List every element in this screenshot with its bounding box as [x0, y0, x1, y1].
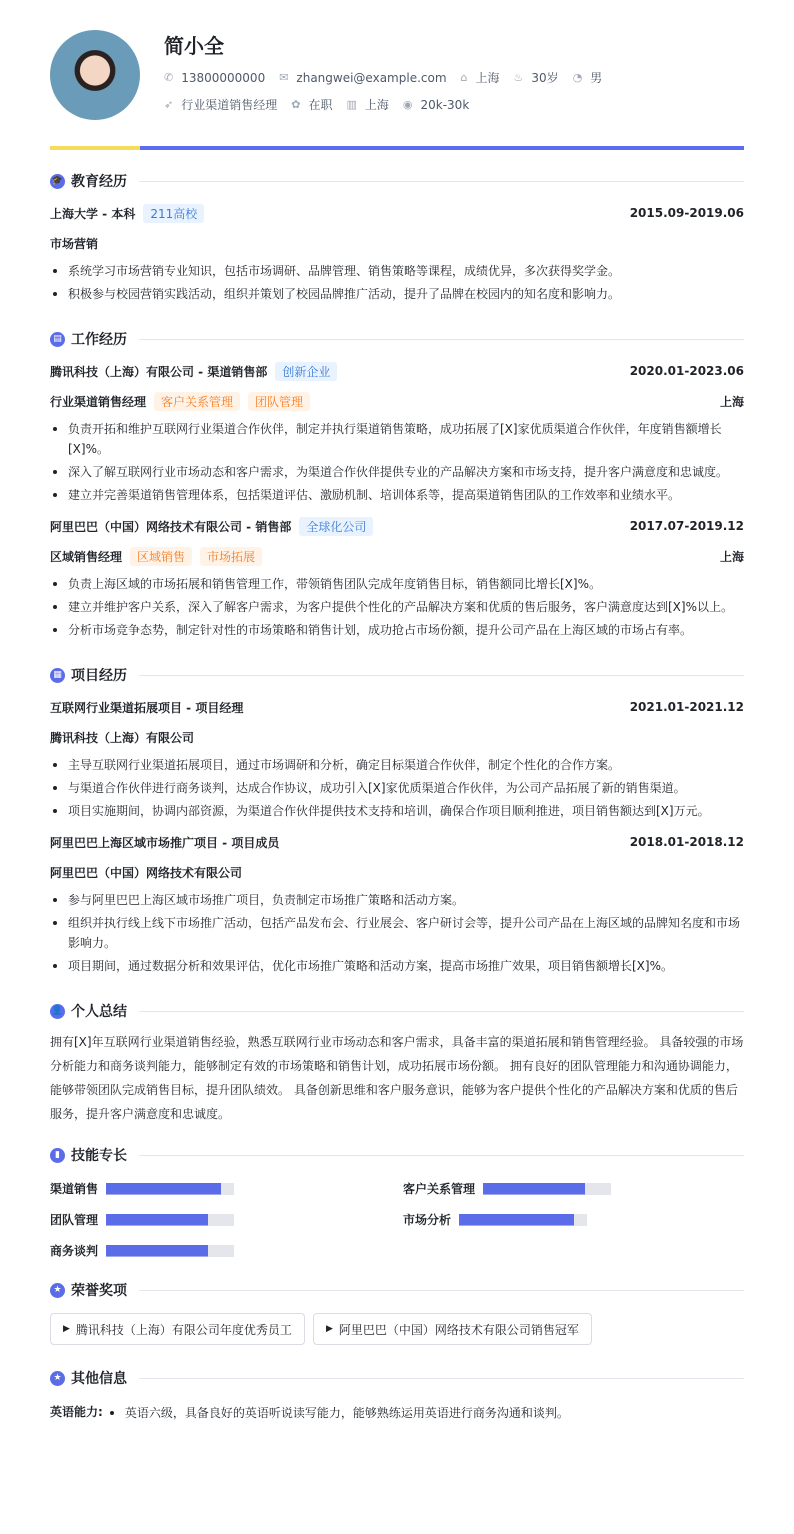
city: 上海: [475, 71, 500, 85]
skill-bar-fill: [483, 1183, 585, 1195]
salary-icon: ◉: [402, 98, 413, 111]
section-awards: ★ 荣誉奖项: [50, 1279, 744, 1301]
skill-name: 客户关系管理: [403, 1182, 476, 1196]
skill-item: [50, 1211, 403, 1228]
list-item: 与渠道合作伙伴进行商务谈判，达成合作协议，成功引入[X]家优质渠道合作伙伴，为公司产品拓展了新的销售渠道。: [50, 778, 744, 798]
position: 行业渠道销售经理: [181, 98, 278, 112]
skill-bar: [483, 1183, 611, 1195]
list-item: 组织并执行线上线下市场推广活动，包括产品发布会、行业展会、客户研讨会等，提升公司产品在上海区域的品牌知名度和市场影响力。: [50, 913, 744, 953]
header: [50, 30, 744, 122]
briefcase-icon: ▤: [50, 332, 65, 347]
skill-name: 团队管理: [50, 1213, 99, 1227]
list-item: 建立并完善渠道销售管理体系，包括渠道评估、激励机制、培训体系等，提高渠道销售团队的工作效率和业绩水平。: [50, 485, 744, 505]
email: zhangwei@example.com: [296, 70, 447, 85]
skill-name: 商务谈判: [50, 1244, 99, 1258]
skill-bar-fill: [459, 1214, 574, 1226]
skill-item: [50, 1242, 403, 1259]
section-work: ▤ 工作经历: [50, 328, 744, 350]
award-item: ▶ 腾讯科技（上海）有限公司年度优秀员工: [50, 1313, 305, 1345]
list-item: 分析市场竞争态势，制定针对性的市场策略和销售计划，成功抢占市场份额，提升公司产品在上海区域的市场占有率。: [50, 620, 744, 640]
home-icon: ⌂: [460, 71, 468, 84]
skill-item: [403, 1211, 744, 1228]
project-icon: ▦: [50, 668, 65, 683]
skill-item: [50, 1180, 403, 1197]
skill-bar: [106, 1245, 234, 1257]
skill-bar: [459, 1214, 587, 1226]
project-item: 阿里巴巴上海区域市场推广项目 - 项目成员 2018.01-2018.12 阿里巴巴（中国）网络技术有限公司 参与阿里巴巴上海区域市场推广项目，负责制定市场推广策略和活动方案。 组织并执行线上线下市场推广活动，包括产品发布会、行业展会、客户研讨会等，提升公司产品在上海区域的品牌知名度和市场影响力。 项目期间，通过数据分析和效果评估，优化市场推广策略和活动方案，提高市场推广效果，项目销售额增长[X]%。: [50, 827, 744, 976]
phone: 13800000000: [181, 70, 266, 85]
section-other: ★ 其他信息: [50, 1367, 744, 1389]
salary: 20k-30k: [420, 97, 470, 112]
project-item: 互联网行业渠道拓展项目 - 项目经理 2021.01-2021.12 腾讯科技（上海）有限公司 主导互联网行业渠道拓展项目，通过市场调研和分析，确定目标渠道合作伙伴，制定个性化的合作方案。 与渠道合作伙伴进行商务谈判，达成合作协议，成功引入[X]家优质渠道合作伙伴，为公司产品拓展了新的销售渠道。 项目实施期间，协调内部资源，为渠道合作伙伴提供技术支持和培训，确保合作项目顺利推进，项目销售额达到[X]万元。: [50, 692, 744, 821]
major: 市场营销: [50, 236, 99, 251]
skill-bar-fill: [106, 1214, 208, 1226]
skill-item: [403, 1180, 744, 1197]
list-item: 项目期间，通过数据分析和效果评估，优化市场推广策略和活动方案，提高市场推广效果，项目销售额增长[X]%。: [50, 956, 744, 976]
list-item: 系统学习市场营销专业知识，包括市场调研、品牌管理、销售策略等课程，成绩优异，多次获得奖学金。: [50, 261, 744, 281]
phone-icon: ✆: [164, 71, 174, 84]
list-item: 主导互联网行业渠道拓展项目，通过市场调研和分析，确定目标渠道合作伙伴，制定个性化的合作方案。: [50, 755, 744, 775]
building-icon: ▥: [346, 98, 357, 111]
section-skills: ▮ 技能专长: [50, 1144, 744, 1166]
target-city: 上海: [364, 98, 389, 112]
gender: 男: [590, 71, 603, 85]
section-summary: 👤 个人总结: [50, 1000, 744, 1022]
other-item: 英语六级，具备良好的英语听说读写能力，能够熟练运用英语进行商务沟通和谈判。: [107, 1403, 569, 1423]
list-item: 参与阿里巴巴上海区域市场推广项目，负责制定市场推广策略和活动方案。: [50, 890, 744, 910]
skill-bar: [106, 1183, 234, 1195]
work-item: 阿里巴巴（中国）网络技术有限公司 - 销售部 全球化公司 2017.07-2019.12 区域销售经理 区域销售 市场拓展 上海 负责上海区域的市场拓展和销售管理工作，带领销售团队完成年度销售目标，销售额同比增长[X]%。 建立并维护客户关系，深入了解客户需求，为客户提供个性化的产品解决方案和优质的售后服务，客户满意度达到[X]%以上。 分析市场竞争态势，制定针对性的市场策略和销售计划，成功抢占市场份额，提升公司产品在上海区域的市场占有率。: [50, 511, 744, 640]
edu-date: 2015.09-2019.06: [629, 206, 744, 220]
list-item: 负责开拓和维护互联网行业渠道合作伙伴，制定并执行渠道销售策略，成功拓展了[X]家优质渠道合作伙伴，年度销售额增长[X]%。: [50, 419, 744, 459]
other-label: 英语能力:: [50, 1405, 103, 1419]
school: 上海大学 - 本科: [50, 206, 136, 221]
section-projects: ▦ 项目经历: [50, 664, 744, 686]
list-item: 积极参与校园营销实践活动，组织并策划了校园品牌推广活动，提升了品牌在校园内的知名度和影响力。: [50, 284, 744, 304]
candidate-name: 简小全: [164, 34, 224, 58]
skill-bar-fill: [106, 1245, 208, 1257]
summary-text: 拥有[X]年互联网行业渠道销售经验，熟悉互联网行业市场动态和客户需求，具备丰富的渠道拓展和销售管理经验。 具备较强的市场分析能力和商务谈判能力，能够制定有效的市场策略和销售计划，成功拓展市场份额。 拥有良好的团队管理能力和沟通协调能力，能够带领团队完成销售目标，提升团队绩效。 具备创新思维和客户服务意识，能够为客户提供个性化的产品解决方案和优质的售后服务，提升客户满意度和忠诚度。: [50, 1035, 744, 1121]
list-item: 建立并维护客户关系，深入了解客户需求，为客户提供个性化的产品解决方案和优质的售后服务，客户满意度达到[X]%以上。: [50, 597, 744, 617]
graduation-cap-icon: 🎓: [50, 174, 65, 189]
school-tag: 211高校: [143, 204, 204, 223]
skill-bar-fill: [106, 1183, 221, 1195]
info-icon: ★: [50, 1371, 65, 1386]
status: 在职: [308, 98, 333, 112]
gender-icon: ◔: [572, 71, 583, 84]
mail-icon: ✉: [279, 71, 289, 84]
award-item: ▶ 阿里巴巴（中国）网络技术有限公司销售冠军: [313, 1313, 592, 1345]
status-icon: ✿: [291, 98, 301, 111]
age: 30岁: [531, 71, 559, 85]
list-item: 深入了解互联网行业市场动态和客户需求，为渠道合作伙伴提供专业的产品解决方案和市场支持，提升客户满意度和忠诚度。: [50, 462, 744, 482]
skill-bar: [106, 1214, 234, 1226]
avatar: [50, 30, 140, 120]
section-education: 🎓 教育经历: [50, 170, 744, 192]
skill-name: 渠道销售: [50, 1182, 99, 1196]
chart-icon: ▮: [50, 1148, 65, 1163]
award-icon: ★: [50, 1283, 65, 1298]
header-divider: [50, 146, 744, 150]
work-item: 腾讯科技（上海）有限公司 - 渠道销售部 创新企业 2020.01-2023.06 行业渠道销售经理 客户关系管理 团队管理 上海 负责开拓和维护互联网行业渠道合作伙伴，制定并执行渠道销售策略，成功拓展了[X]家优质渠道合作伙伴，年度销售额增长[X]%。 深入了解互联网行业市场动态和客户需求，为渠道合作伙伴提供专业的产品解决方案和市场支持，提升客户满意度和忠诚度。 建立并完善渠道销售管理体系，包括渠道评估、激励机制、培训体系等，提高渠道销售团队的工作效率和业绩水平。: [50, 356, 744, 505]
send-icon: ➶: [164, 98, 174, 111]
list-item: 项目实施期间，协调内部资源，为渠道合作伙伴提供技术支持和培训，确保合作项目顺利推进，项目销售额达到[X]万元。: [50, 801, 744, 821]
list-item: 负责上海区域的市场拓展和销售管理工作，带领销售团队完成年度销售目标，销售额同比增长[X]%。: [50, 574, 744, 594]
user-icon: 👤: [50, 1004, 65, 1019]
cake-icon: ♨: [513, 71, 524, 84]
skill-name: 市场分析: [403, 1213, 452, 1227]
